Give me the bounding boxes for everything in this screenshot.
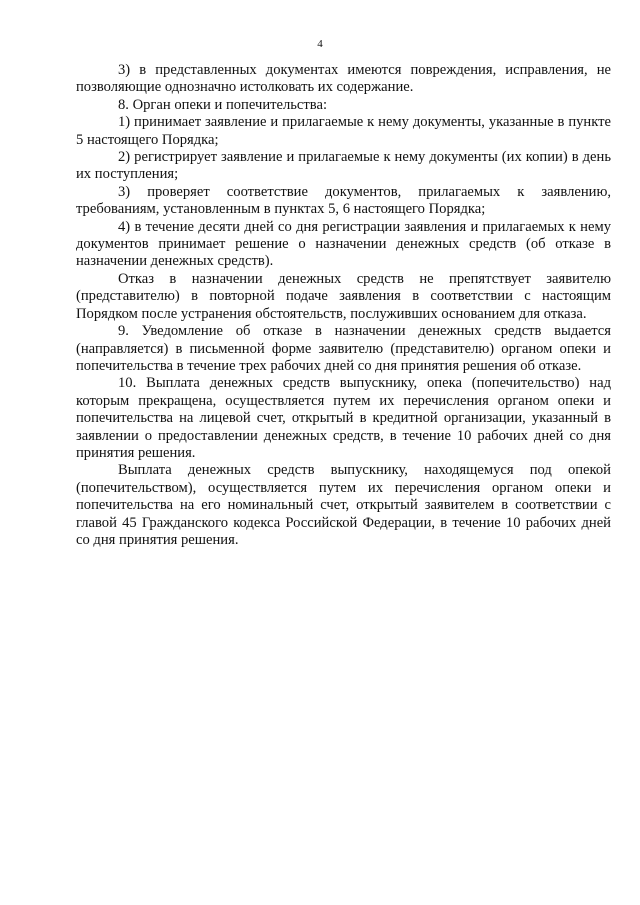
paragraph-item-3-damaged-documents: 3) в представленных документах имеются повреждения, исправления, не позволяющие однозначно истолковать их содержание.	[76, 62, 611, 96]
paragraph-item-2-registers: 2) регистрирует заявление и прилагаемые к нему документы (их копии) в день их поступления;	[76, 149, 611, 183]
paragraph-section-9: 9. Уведомление об отказе в назначении денежных средств выдается (направляется) в письменной форме заявителю (представителю) органом опеки и попечительства в течение трех рабочих дней со дня принятия решения об отказе.	[76, 323, 611, 374]
paragraph-item-1-accepts: 1) принимает заявление и прилагаемые к нему документы, указанные в пункте 5 настоящего Порядка;	[76, 114, 611, 148]
page-number: 4	[317, 38, 323, 50]
paragraph-section-8-heading: 8. Орган опеки и попечительства:	[118, 96, 328, 113]
paragraph-item-4-decision: 4) в течение десяти дней со дня регистрации заявления и прилагаемых к нему документов принимает решение о назначении денежных средств (об отказе в назначении денежных средств).	[76, 218, 611, 270]
paragraph-section-10: 10. Выплата денежных средств выпускнику, опека (попечительство) над которым прекращена, осуществляется путем их перечисления органом опеки и попечительства на лицевой счет, открытый в кредитной организации, указанный в заявлении о предоставлении денежных средств, в течение 10 рабочих дней со дня принятия решения.	[76, 375, 611, 461]
document-body	[76, 62, 611, 549]
paragraph-refusal-note: Отказ в назначении денежных средств не препятствует заявителю (представителю) в повторной подаче заявления в соответствии с настоящим Порядком после устранения обстоятельств, послуживших основанием для отказа.	[76, 270, 611, 322]
paragraph-section-10-guardianship: Выплата денежных средств выпускнику, находящемуся под опекой (попечительством), осуществляется путем их перечисления органом опеки и попечительства на его номинальный счет, открытый заявителем в соответствии с главой 45 Гражданского кодекса Российской Федерации, в течение 10 рабочих дней со дня принятия решения.	[76, 462, 611, 548]
paragraph-item-3-checks: 3) проверяет соответствие документов, прилагаемых к заявлению, требованиям, установленным в пунктах 5, 6 настоящего Порядка;	[76, 183, 611, 218]
